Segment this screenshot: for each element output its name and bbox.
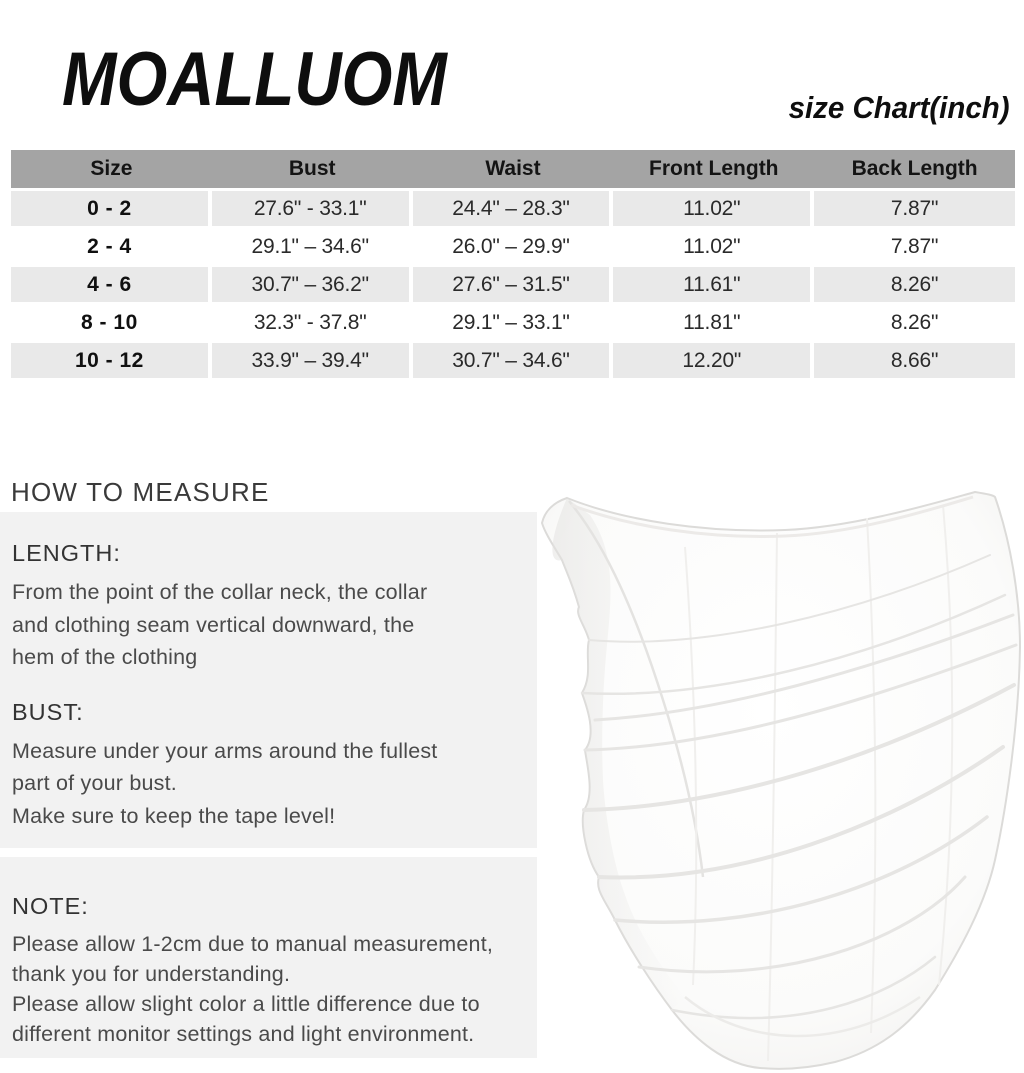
column-header-front-length: Front Length xyxy=(613,150,814,188)
cell-front-length: 11.02" xyxy=(613,188,814,226)
note-section xyxy=(12,893,529,1049)
note-text-line: Please allow 1-2cm due to manual measurement, xyxy=(12,932,494,956)
note-text-line: different monitor settings and light environment. xyxy=(12,1022,475,1046)
cell-back-length: 7.87" xyxy=(814,226,1015,264)
cell-bust: 33.9" – 39.4" xyxy=(212,340,413,378)
corset-product-image xyxy=(535,485,1024,1073)
cell-size: 10 - 12 xyxy=(11,340,212,378)
cell-size: 2 - 4 xyxy=(11,226,212,264)
table-row xyxy=(11,264,1015,302)
note-label: NOTE: xyxy=(12,893,89,919)
cell-size: 0 - 2 xyxy=(11,188,212,226)
brand-logo-text: MOALLUOM xyxy=(62,37,447,122)
column-header-bust: Bust xyxy=(212,150,413,188)
cell-front-length: 11.61" xyxy=(613,264,814,302)
table-row xyxy=(11,340,1015,378)
how-to-measure-heading: HOW TO MEASURE xyxy=(11,477,270,507)
note-text-line: Please allow slight color a little difference due to xyxy=(12,992,480,1016)
cell-front-length: 11.81" xyxy=(613,302,814,340)
cell-back-length: 8.66" xyxy=(814,340,1015,378)
length-text-line: and clothing seam vertical downward, the xyxy=(12,612,415,637)
size-table xyxy=(11,150,1015,378)
bust-text-line: Measure under your arms around the fullest xyxy=(12,738,438,763)
cell-bust: 27.6" - 33.1" xyxy=(212,188,413,226)
corset-illustration xyxy=(535,485,1024,1073)
cell-bust: 32.3" - 37.8" xyxy=(212,302,413,340)
length-text-line: hem of the clothing xyxy=(12,645,198,669)
cell-waist: 30.7" – 34.6" xyxy=(413,340,614,378)
cell-size: 8 - 10 xyxy=(11,302,212,340)
cell-front-length: 11.02" xyxy=(613,226,814,264)
bust-text-line: Make sure to keep the tape level! xyxy=(12,803,336,828)
length-label: LENGTH: xyxy=(12,540,121,566)
column-header-size: Size xyxy=(11,150,212,188)
cell-size: 4 - 6 xyxy=(11,264,212,302)
cell-bust: 30.7" – 36.2" xyxy=(212,264,413,302)
note-panel xyxy=(0,857,537,1058)
table-row xyxy=(11,226,1015,264)
measure-instructions-panel xyxy=(0,512,537,848)
size-table-header xyxy=(11,150,1015,188)
note-text-line: thank you for understanding. xyxy=(12,962,291,986)
column-header-waist: Waist xyxy=(413,150,614,188)
cell-back-length: 7.87" xyxy=(814,188,1015,226)
bust-text-line: part of your bust. xyxy=(12,771,177,795)
cell-back-length: 8.26" xyxy=(814,302,1015,340)
table-header-row xyxy=(11,150,1015,188)
cell-front-length: 12.20" xyxy=(613,340,814,378)
table-row xyxy=(11,302,1015,340)
cell-bust: 29.1" – 34.6" xyxy=(212,226,413,264)
cell-back-length: 8.26" xyxy=(814,264,1015,302)
cell-waist: 26.0" – 29.9" xyxy=(413,226,614,264)
column-header-back-length: Back Length xyxy=(814,150,1015,188)
cell-waist: 27.6" – 31.5" xyxy=(413,264,614,302)
table-row xyxy=(11,188,1015,226)
cell-waist: 29.1" – 33.1" xyxy=(413,302,614,340)
bust-section xyxy=(12,699,529,833)
cell-waist: 24.4" – 28.3" xyxy=(413,188,614,226)
length-text-line: From the point of the collar neck, the collar xyxy=(12,580,428,604)
page-title: size Chart(inch) xyxy=(789,90,1010,125)
length-section xyxy=(12,540,529,674)
bust-label: BUST: xyxy=(12,698,84,725)
